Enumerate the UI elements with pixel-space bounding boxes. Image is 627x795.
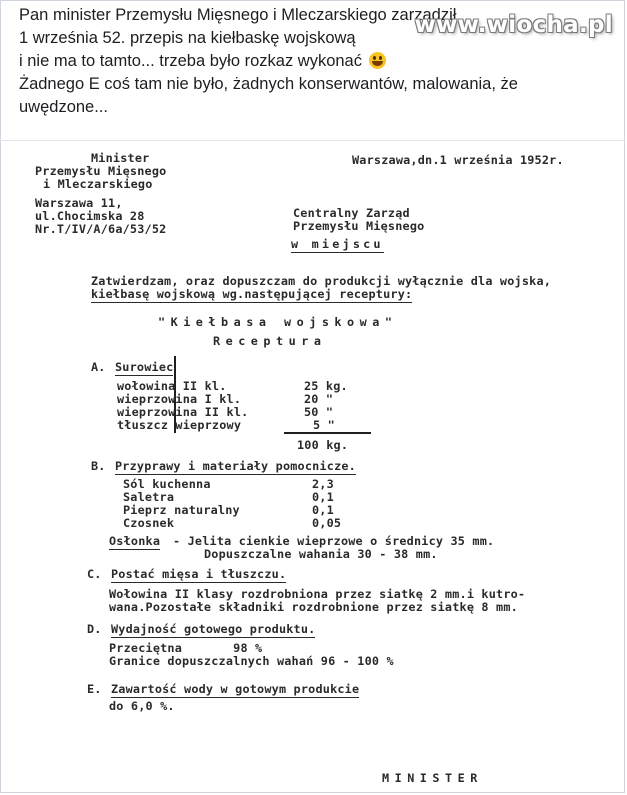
section-e-letter: E.: [87, 682, 102, 696]
oslonka-label: Osłonka: [109, 534, 161, 548]
post-line-2: 1 września 52. przepis na kiełbaskę wojskową: [19, 29, 356, 47]
address-line-2: ul.Chocimska 28: [35, 209, 145, 223]
item-a-3-name: wieprzowina II kl.: [117, 405, 249, 419]
intro-line-1: Zatwierdzam, oraz dopuszczam do produkcji wyłącznie dla wojska,: [91, 274, 552, 288]
item-b-3-amount: 0,1: [312, 503, 334, 517]
item-a-3-amount: 50 ": [304, 405, 334, 419]
oslonka-text: - Jelita cienkie wieprzowe o średnicy 35 mm.: [173, 534, 495, 548]
recipe-heading: Receptura: [213, 334, 327, 348]
item-a-4-amount: 5 ": [313, 418, 335, 432]
product-title: "Kiełbasa wojskowa": [158, 315, 398, 329]
section-a-title: Surowiec: [115, 360, 174, 374]
section-d-line-1: Przeciętna 98 %: [109, 641, 263, 655]
intro-line-2: kiełbasę wojskową wg.następującej receptury:: [91, 287, 413, 301]
item-a-2-amount: 20 ": [304, 392, 334, 406]
item-b-2-amount: 0,1: [312, 490, 334, 504]
item-b-1-name: Sól kuchenna: [123, 477, 211, 491]
item-a-1-name: wołowina II kl.: [117, 379, 227, 393]
post-line-3: [19, 50, 614, 73]
w-miejscu: w miejscu: [291, 237, 384, 251]
section-c-title: Postać mięsa i tłuszczu.: [111, 567, 287, 581]
item-a-2-name: wieprzowina I kl.: [117, 392, 242, 406]
post-line-3-text: i nie ma to tamto... trzeba było rozkaz wykonać: [19, 52, 362, 70]
item-a-4-name: tłuszcz wieprzowy: [117, 418, 242, 432]
section-c-line-2: wana.Pozostałe składniki rozdrobnione przez siatkę 8 mm.: [109, 600, 518, 614]
address-line-1: Warszawa 11,: [35, 196, 123, 210]
section-e-line-1: do 6,0 %.: [109, 699, 175, 713]
place-date: Warszawa,dn.1 września 1952r.: [352, 153, 564, 167]
section-d-title: Wydajność gotowego produktu.: [111, 622, 316, 636]
sender-line-3: i Mleczarskiego: [43, 177, 153, 191]
sum-line: [284, 432, 371, 434]
section-c-letter: C.: [87, 567, 102, 581]
section-c-line-1: Wołowina II klasy rozdrobniona przez siatkę 2 mm.i kutro-: [109, 587, 526, 601]
section-b-title: Przyprawy i materiały pomocnicze.: [115, 459, 356, 473]
item-b-2-name: Saletra: [123, 490, 175, 504]
sender-line-2: Przemysłu Mięsnego: [35, 164, 167, 178]
section-d-line-2: Granice dopuszczalnych wahań 96 - 100 %: [109, 654, 394, 668]
post-line-4: Żadnego E coś tam nie było, żadnych konserwantów, malowania, że: [19, 75, 518, 93]
section-e-title: Zawartość wody w gotowym produkcie: [111, 682, 360, 696]
scanned-document: [1, 141, 624, 792]
oslonka-text-2: Dopuszczalne wahania 30 - 38 mm.: [204, 547, 438, 561]
item-b-3-name: Pieprz naturalny: [123, 503, 240, 517]
section-d-letter: D.: [87, 622, 102, 636]
recipient-line-1: Centralny Zarząd: [293, 206, 410, 220]
grinning-face-emoji-icon: [369, 52, 386, 69]
item-b-4-name: Czosnek: [123, 516, 175, 530]
recipient-line-2: Przemysłu Mięsnego: [293, 219, 425, 233]
sender-line-1: Minister: [91, 151, 150, 165]
signature-title: MINISTER: [382, 771, 483, 785]
reference-number: Nr.T/IV/A/6a/53/52: [35, 222, 167, 236]
section-a-letter: A.: [91, 360, 106, 374]
item-b-4-amount: 0,05: [312, 516, 342, 530]
post-line-1: Pan minister Przemysłu Mięsnego i Mleczarskiego zarządził: [19, 6, 457, 24]
item-b-1-amount: 2,3: [312, 477, 334, 491]
post-line-5: uwędzone...: [19, 98, 108, 116]
section-b-letter: B.: [91, 459, 106, 473]
section-a-total: 100 kg.: [297, 438, 349, 452]
item-a-1-amount: 25 kg.: [304, 379, 348, 393]
site-watermark: www.wiocha.pl: [414, 12, 613, 38]
